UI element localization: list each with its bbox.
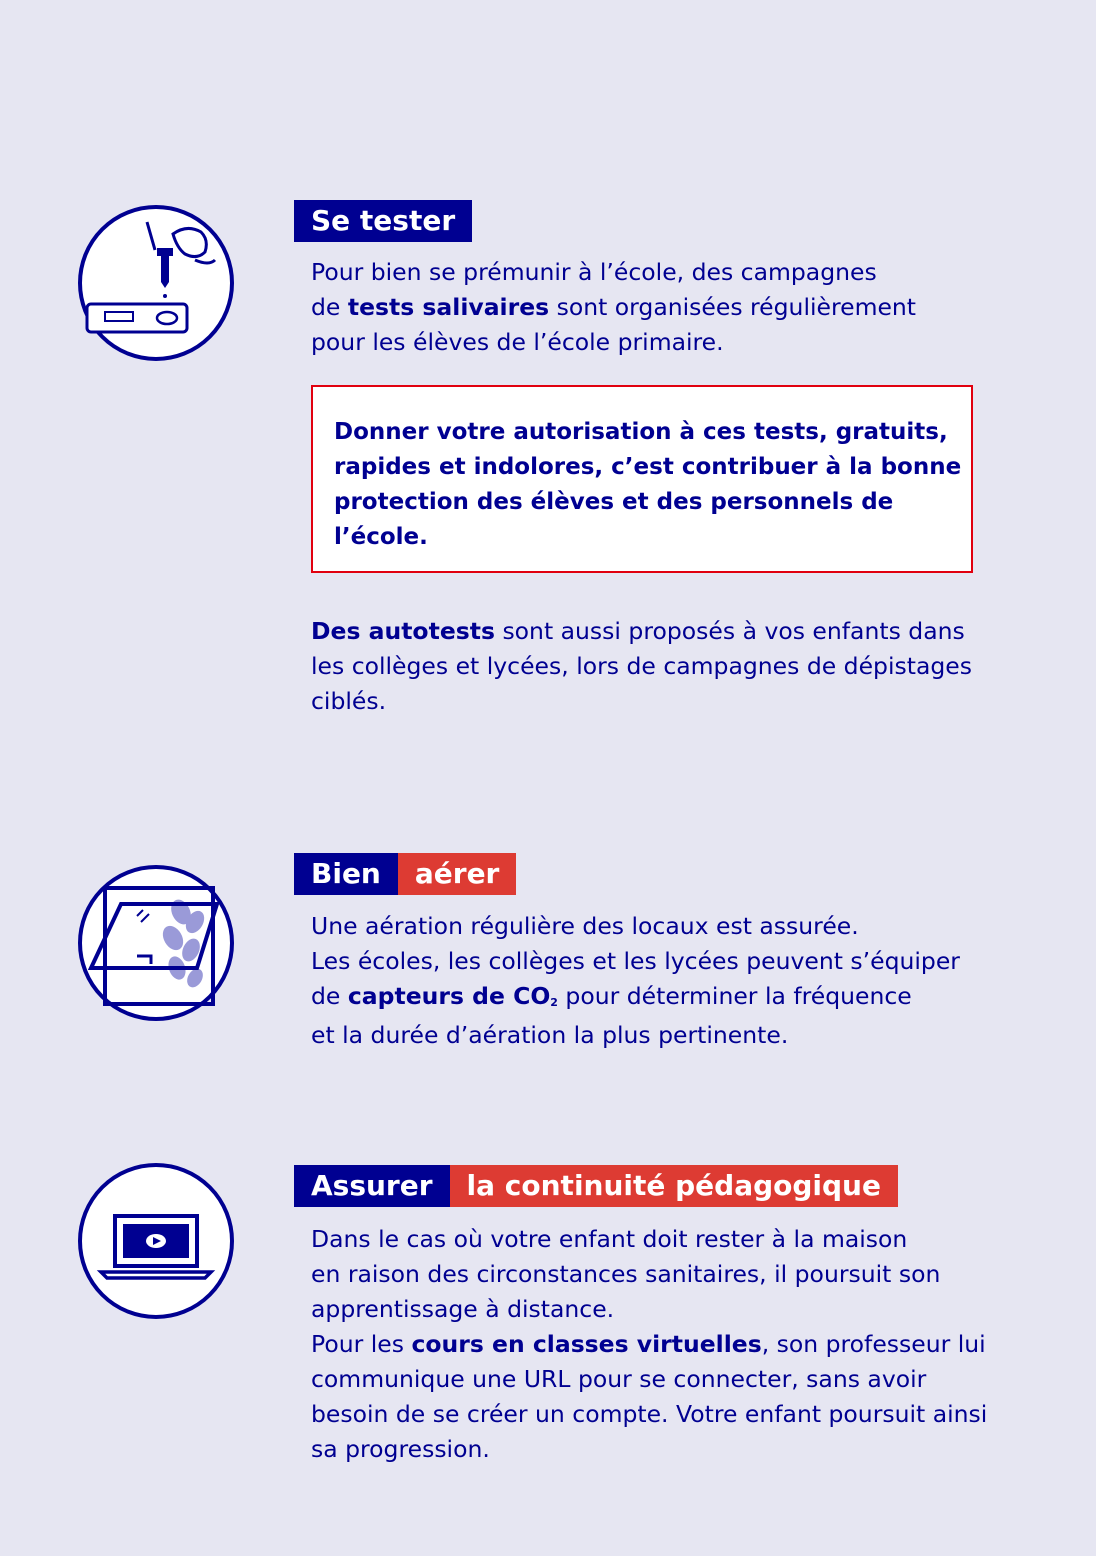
text-line: communique une URL pour se connecter, sans avoir: [311, 1365, 927, 1393]
text-line: Des autotests sont aussi proposés à vos enfants dans: [311, 617, 965, 645]
text-line: pour les élèves de l’école primaire.: [311, 328, 724, 356]
text-line: sa progression.: [311, 1435, 490, 1463]
open-window-icon: [77, 864, 235, 1022]
text-line: de tests salivaires sont organisées régulièrement: [311, 293, 917, 321]
section-title-aerer: [294, 853, 516, 895]
text-line: en raison des circonstances sanitaires, il poursuit son: [311, 1260, 941, 1288]
text-line: les collèges et lycées, lors de campagnes de dépistages: [311, 652, 972, 680]
tag-continuite: la continuité pédagogique: [450, 1165, 898, 1207]
callout-line: Donner votre autorisation à ces tests, gratuits,: [334, 419, 948, 445]
continuite-text: [311, 1222, 987, 1467]
text-line: de capteurs de $CO_2$ pour déterminer la fréquence: [311, 982, 912, 1010]
tag-assurer: Assurer: [294, 1165, 450, 1207]
text-line: besoin de se créer un compte. Votre enfant poursuit ainsi: [311, 1400, 988, 1428]
section-title-tester: [294, 200, 472, 242]
callout-line: rapides et indolores, c’est contribuer à la bonne: [334, 454, 962, 480]
text-line: et la durée d’aération la plus pertinente.: [311, 1021, 789, 1049]
text-line: Dans le cas où votre enfant doit rester à la maison: [311, 1225, 908, 1253]
tag-aerer: aérer: [398, 853, 517, 895]
saliva-test-icon: [77, 204, 235, 362]
tag-se-tester: Se tester: [294, 200, 472, 242]
laptop-video-icon: [77, 1162, 235, 1320]
text-line: apprentissage à distance.: [311, 1295, 615, 1323]
text-line: Les écoles, les collèges et les lycées peuvent s’équiper: [311, 947, 960, 975]
text-line: Pour bien se prémunir à l’école, des campagnes: [311, 258, 877, 286]
aeration-text: [311, 909, 960, 1053]
section-title-continuite: [294, 1165, 898, 1207]
autotests-text: [311, 614, 972, 719]
authorization-callout: [311, 385, 973, 573]
tester-intro-text: [311, 255, 916, 360]
text-line: ciblés.: [311, 687, 387, 715]
callout-line: protection des élèves et des personnels de: [334, 489, 894, 515]
tag-bien: Bien: [294, 853, 398, 895]
text-line: Une aération régulière des locaux est assurée.: [311, 912, 859, 940]
text-line: Pour les cours en classes virtuelles, son professeur lui: [311, 1330, 986, 1358]
callout-line: l’école.: [334, 524, 428, 550]
